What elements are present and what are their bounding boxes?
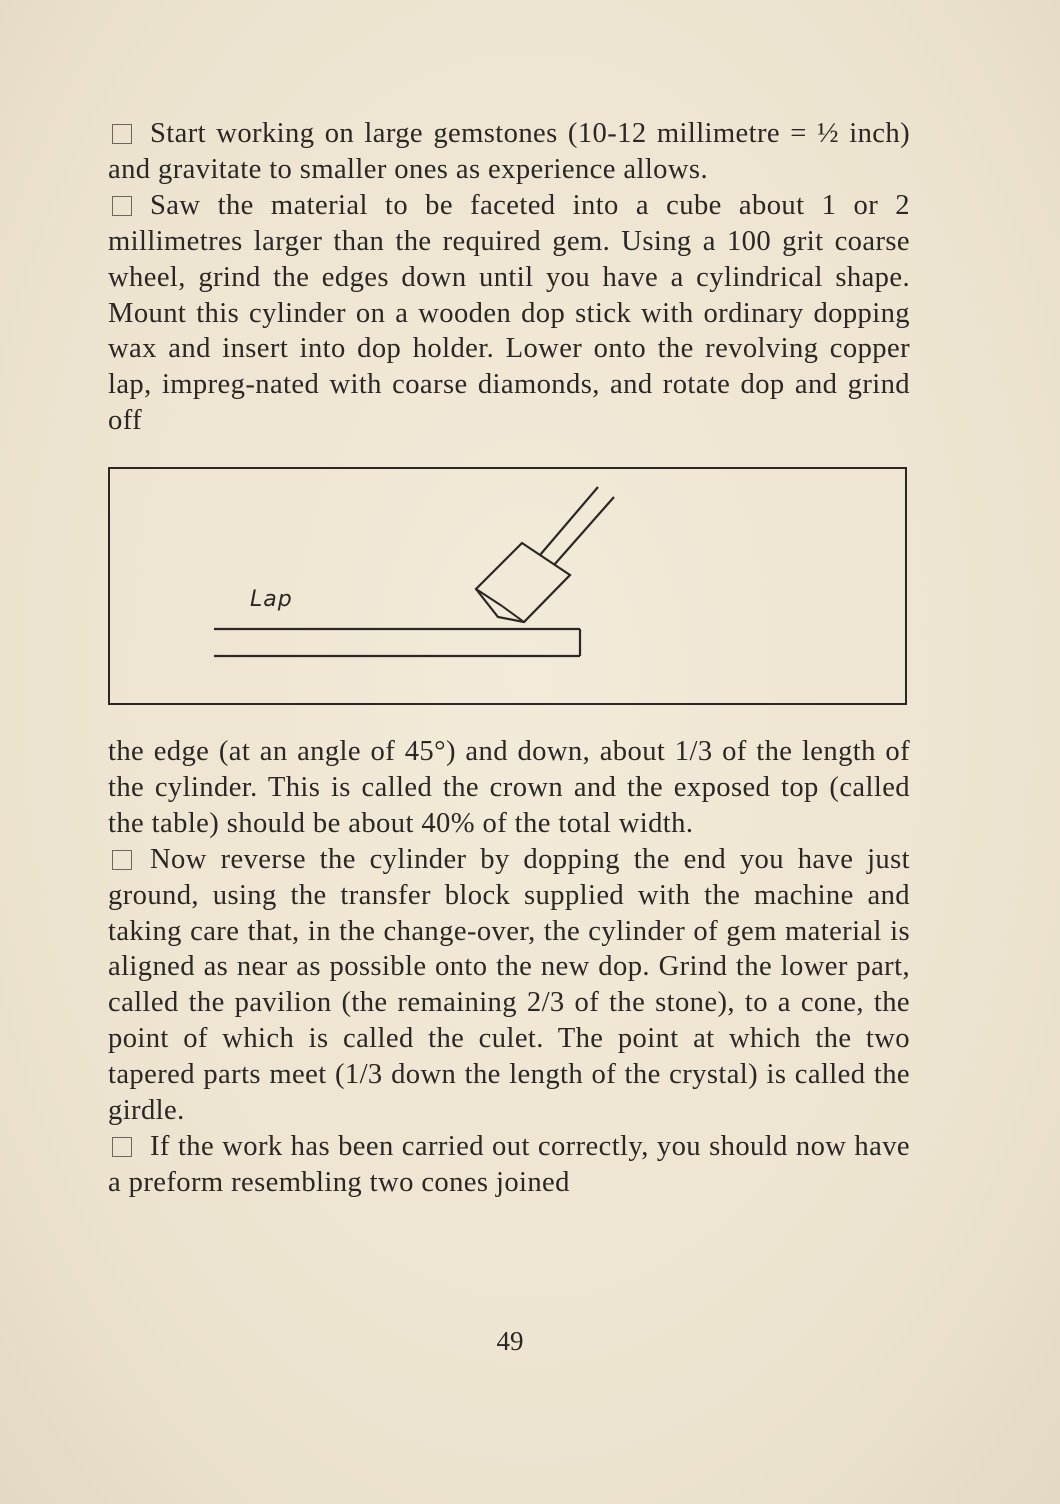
paragraph bbox=[108, 116, 910, 188]
paragraph-text: Saw the material to be faceted into a cube about 1 or 2 millimetres larger than the required gem. Using a 100 grit coarse wheel, grind the edges down until you have a cylindrical shape. Mount this cylinder on a wooden dop stick with ordinary dopping wax and insert into dop holder. Lower onto the revolving copper lap, impreg-nated with coarse diamonds, and rotate dop and grind off bbox=[108, 189, 910, 437]
lap-diagram-drawing bbox=[110, 469, 909, 707]
checkbox-icon bbox=[112, 196, 132, 216]
dop-stick-line bbox=[554, 497, 614, 565]
paragraph bbox=[108, 734, 910, 842]
checkbox-icon bbox=[112, 124, 132, 144]
text-block-top bbox=[108, 116, 910, 439]
gem-facet-line bbox=[476, 589, 502, 606]
paragraph bbox=[108, 842, 910, 1129]
paragraph-text: Start working on large gemstones (10-12 millimetre = ½ inch) and gravitate to smaller ones as experience allows. bbox=[108, 118, 910, 185]
checkbox-icon bbox=[112, 1137, 132, 1157]
lap-label: Lap bbox=[250, 587, 293, 612]
paragraph bbox=[108, 188, 910, 439]
paragraph-text: If the work has been carried out correctly, you should now have a preform resembling two cones joined bbox=[108, 1130, 910, 1198]
lap-diagram bbox=[108, 467, 907, 705]
text-block-bottom bbox=[108, 734, 910, 1201]
paragraph bbox=[108, 1129, 910, 1201]
page-number: 49 bbox=[496, 1326, 524, 1356]
gem-outline bbox=[476, 543, 570, 622]
paragraph-text: Now reverse the cylinder by dopping the end you have just ground, using the transfer block supplied with the machine and taking care that, in the change-over, the cylinder of gem material is aligned as near as possible onto the new dop. Grind the lower part, called the pavilion (the remaining 2/3 of the stone), to a cone, the point of which is called the culet. The point at which the two tapered parts meet (1/3 down the length of the crystal) is called the girdle. bbox=[108, 843, 910, 1127]
dop-stick-line bbox=[540, 487, 598, 555]
checkbox-icon bbox=[112, 850, 132, 870]
paragraph-text: the edge (at an angle of 45°) and down, about 1/3 of the length of the cylinder. This is called the crown and the exposed top (called the table) should be about 40% of the total width. bbox=[108, 736, 910, 839]
